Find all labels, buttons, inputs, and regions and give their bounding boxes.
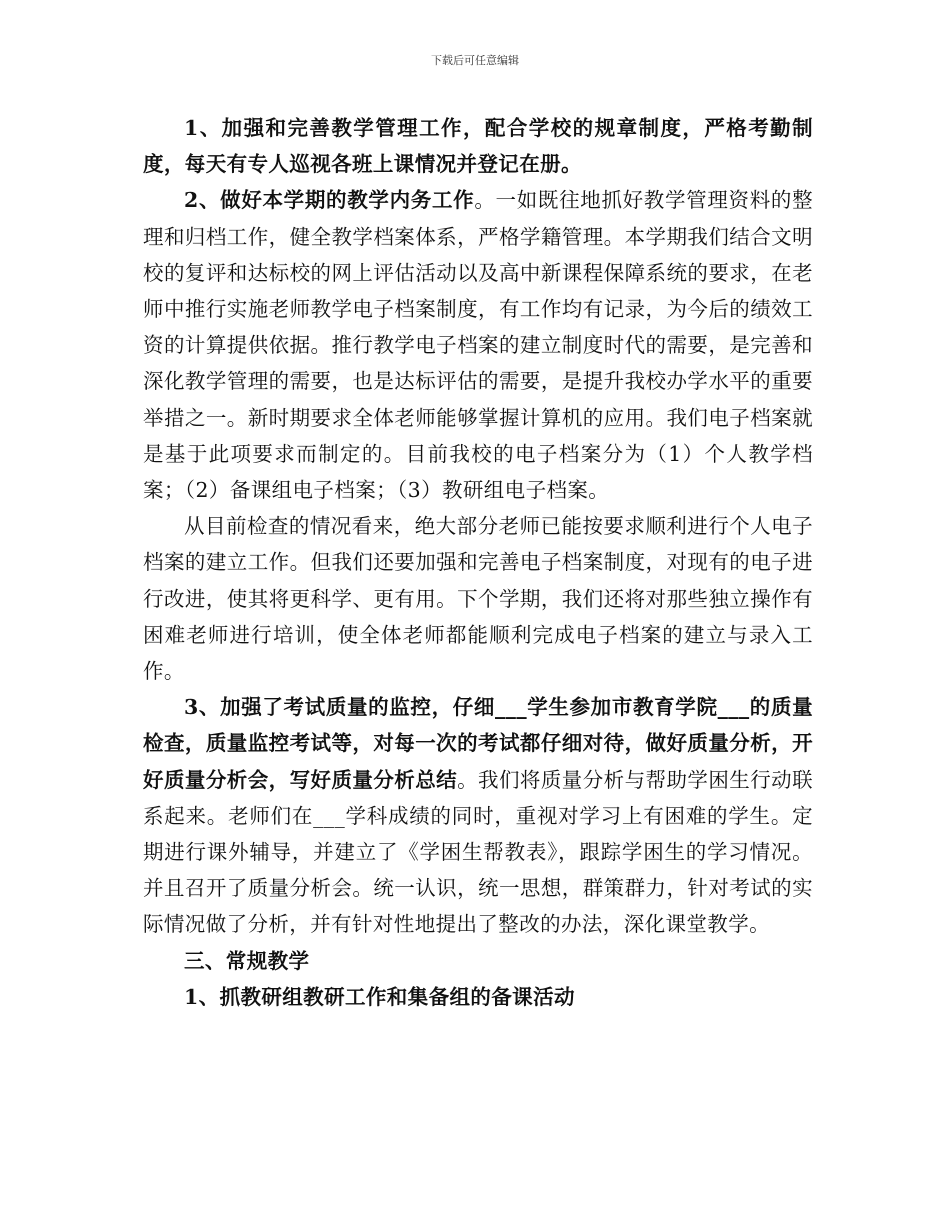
paragraph-3-text: 从目前检查的情况看来，绝大部分老师已能按要求顺利进行个人电子档案的建立工作。但我们还要加强和完善电子档案制度，对现有的电子进行改进，使其将更科学、更有用。下个学期，我们还将对那些独立操作有困难老师进行培训，使全体老师都能顺利完成电子档案的建立与录入工作。 [143, 514, 813, 684]
subsection-heading-text: 1、抓教研组教研工作和集备组的备课活动 [184, 984, 575, 1009]
section-heading [143, 943, 813, 979]
paragraph-1-bold: 1、加强和完善教学管理工作，配合学校的规章制度，严格考勤制度，每天有专人巡视各班上课情况并登记在册。 [143, 116, 813, 177]
paragraph-1 [143, 110, 813, 182]
paragraph-2 [143, 182, 813, 508]
paragraph-4 [143, 689, 813, 942]
paragraph-4-bold: 3、加强了考试质量的监控，仔细___学生参加市教育学院___的质量检查，质量监控考试等，对每一次的考试都仔细对待，做好质量分析，开好质量分析会，写好质量分析总结 [143, 695, 813, 792]
paragraph-2-text: 。一如既往地抓好教学管理资料的整理和归档工作，健全教学档案体系，严格学籍管理。本学期我们结合文明校的复评和达标校的网上评估活动以及高中新课程保障系统的要求，在老师中推行实施老师教学电子档案制度，有工作均有记录，为今后的绩效工资的计算提供依据。推行教学电子档案的建立制度时代的需要，是完善和深化教学管理的需要，也是达标评估的需要，是提升我校办学水平的重要举措之一。新时期要求全体老师能够掌握计算机的应用。我们电子档案就是基于此项要求而制定的。目前我校的电子档案分为（1）个人教学档案；（2）备课组电子档案；（3）教研组电子档案。 [143, 188, 813, 503]
subsection-heading [143, 979, 813, 1015]
paragraph-2-bold: 2、做好本学期的教学内务工作 [184, 188, 475, 213]
section-heading-text: 三、常规教学 [184, 948, 310, 973]
page-header: 下载后可任意编辑 [431, 54, 519, 67]
paragraph-4-text: 。我们将质量分析与帮助学困生行动联系起来。老师们在___学科成绩的同时，重视对学习上有困难的学生。定期进行课外辅导，并建立了《学困生帮教表》，跟踪学困生的学习情况。并且召开了质量分析会。统一认识，统一思想，群策群力，针对考试的实际情况做了分析，并有针对性地提出了整改的办法，深化课堂教学。 [143, 767, 813, 937]
paragraph-3 [143, 508, 813, 689]
document-body [143, 110, 813, 1015]
